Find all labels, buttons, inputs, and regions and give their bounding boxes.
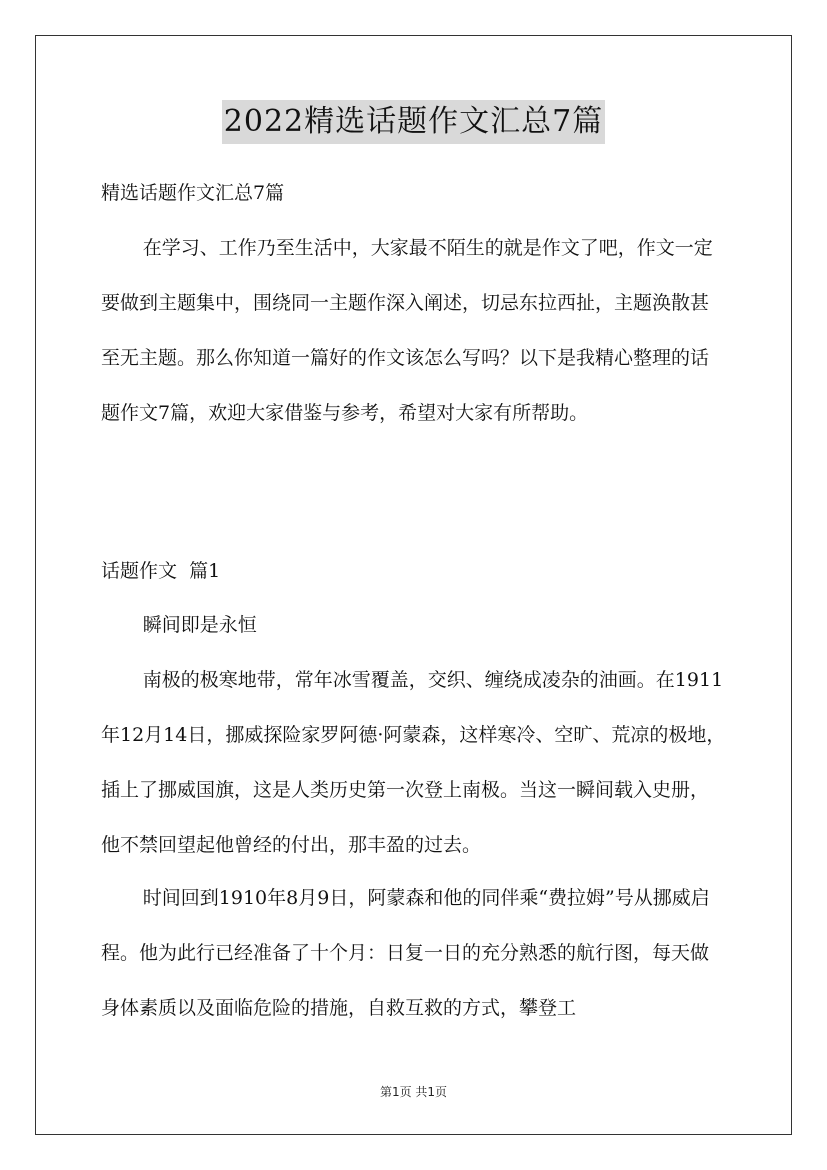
- section-heading: 话题作文 篇1: [101, 560, 221, 582]
- intro-paragraph: 在学习、工作乃至生活中，大家最不陌生的就是作文了吧，作文一定要做到主题集中，围绕同一主题作深入阐述，切忌东拉西扯，主题涣散甚至无主题。那么你知道一篇好的作文该怎么写吗？以下是我精心整理的话题作文7篇，欢迎大家借鉴与参考，希望对大家有所帮助。: [101, 237, 713, 424]
- page-footer: 第1页 共1页: [379, 1085, 448, 1099]
- title-container: [0, 100, 827, 144]
- document-title: 2022精选话题作文汇总7篇: [222, 100, 605, 144]
- document-subtitle: 精选话题作文汇总7篇: [101, 182, 285, 204]
- essay-title: 瞬间即是永恒: [142, 614, 257, 636]
- paragraph-1: 南极的极寒地带，常年冰雪覆盖，交织、缠绕成凌杂的油画。在1911年12月14日，挪威探险家罗阿德·阿蒙森，这样寒冷、空旷、荒凉的极地，插上了挪威国旗，这是人类历史第一次登上南极。当这一瞬间载入史册，他不禁回望起他曾经的付出，那丰盈的过去。: [101, 669, 726, 856]
- paragraph-2: 时间回到1910年8月9日，阿蒙森和他的同伴乘“费拉姆”号从挪威启程。他为此行已经准备了十个月：日复一日的充分熟悉的航行图，每天做身体素质以及面临危险的措施，自救互救的方式，攀登工: [101, 887, 710, 1019]
